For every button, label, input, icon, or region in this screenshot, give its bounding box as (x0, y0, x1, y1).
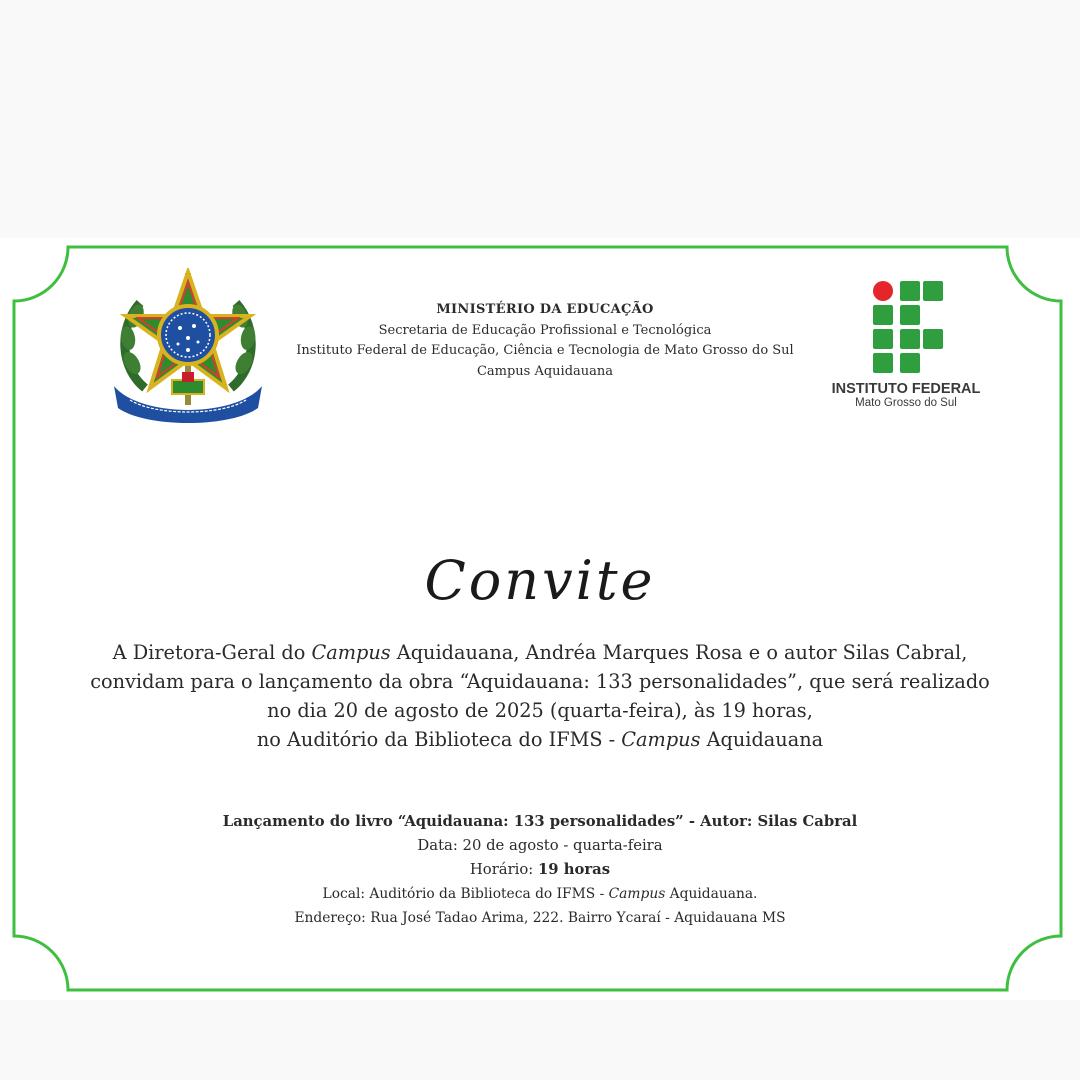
date-line: Data: 20 de agosto - quarta-feira (417, 837, 663, 854)
launch-line: Lançamento do livro “Aquidauana: 133 personalidades” - Autor: Silas Cabral (222, 813, 858, 830)
secretariat-name: Secretaria de Educação Profissional e Tecnológica (378, 322, 712, 338)
event-details (140, 810, 940, 930)
institution-header (240, 300, 850, 382)
logo-title: INSTITUTO FEDERAL (831, 381, 981, 397)
if-logo-icon (873, 281, 943, 373)
instituto-federal-logo (820, 280, 992, 410)
invitation-body (60, 638, 1020, 754)
invitation-line-1: A Diretora-Geral do Campus Aquidauana, Andréa Marques Rosa e o autor Silas Cabral, (112, 641, 968, 664)
ministry-name: MINISTÉRIO DA EDUCAÇÃO (436, 302, 654, 317)
location-line: Local: Auditório da Biblioteca do IFMS - Campus Aquidauana. (322, 886, 758, 902)
invitation-card (0, 238, 1080, 1000)
institute-name: Instituto Federal de Educação, Ciência e Tecnologia de Mato Grosso do Sul (296, 343, 794, 358)
logo-subtitle: Mato Grosso do Sul (855, 397, 957, 409)
invitation-line-2: convidam para o lançamento da obra “Aquidauana: 133 personalidades”, que será realizado (90, 670, 990, 693)
invitation-title: Convite (424, 549, 656, 612)
invitation-line-3: no dia 20 de agosto de 2025 (quarta-feira), às 19 horas, (267, 699, 813, 722)
time-line: Horário: 19 horas (469, 861, 611, 878)
invitation-line-4: no Auditório da Biblioteca do IFMS - Campus Aquidauana (256, 728, 824, 751)
campus-name: Campus Aquidauana (476, 363, 614, 379)
address-line: Endereço: Rua José Tadao Arima, 222. Bairro Ycaraí - Aquidauana MS (294, 910, 786, 926)
